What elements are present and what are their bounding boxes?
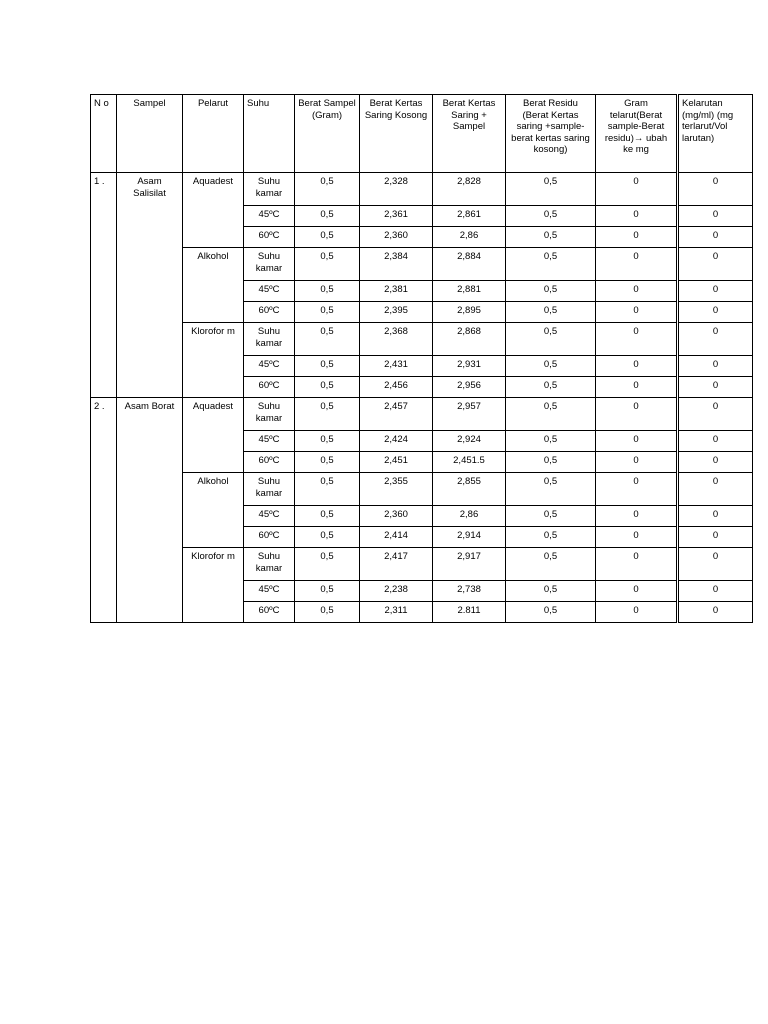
berat-kertas-sampel-cell: 2,884 bbox=[433, 248, 506, 281]
berat-kertas-kosong-cell: 2,414 bbox=[360, 527, 433, 548]
gram-terlarut-cell: 0 bbox=[596, 206, 678, 227]
gram-terlarut-cell: 0 bbox=[596, 323, 678, 356]
berat-kertas-sampel-cell: 2,86 bbox=[433, 227, 506, 248]
table-row bbox=[91, 173, 753, 206]
berat-kertas-kosong-cell: 2,360 bbox=[360, 506, 433, 527]
berat-kertas-sampel-cell: 2,828 bbox=[433, 173, 506, 206]
berat-kertas-kosong-cell: 2,381 bbox=[360, 281, 433, 302]
berat-residu-cell: 0,5 bbox=[506, 173, 596, 206]
kelarutan-cell: 0 bbox=[678, 398, 753, 431]
berat-kertas-kosong-cell: 2,311 bbox=[360, 602, 433, 623]
berat-sampel-cell: 0,5 bbox=[295, 356, 360, 377]
solubility-table bbox=[90, 94, 753, 623]
berat-kertas-sampel-cell: 2,451.5 bbox=[433, 452, 506, 473]
berat-kertas-kosong-cell: 2,355 bbox=[360, 473, 433, 506]
suhu-cell: Suhu kamar bbox=[244, 398, 295, 431]
suhu-cell: Suhu kamar bbox=[244, 323, 295, 356]
suhu-cell: 60ºC bbox=[244, 377, 295, 398]
berat-sampel-cell: 0,5 bbox=[295, 473, 360, 506]
berat-sampel-cell: 0,5 bbox=[295, 377, 360, 398]
berat-kertas-kosong-cell: 2,395 bbox=[360, 302, 433, 323]
kelarutan-cell: 0 bbox=[678, 227, 753, 248]
berat-residu-cell: 0,5 bbox=[506, 356, 596, 377]
solvent-name: Alkohol bbox=[183, 473, 244, 548]
sample-name: Asam Borat bbox=[117, 398, 183, 623]
berat-sampel-cell: 0,5 bbox=[295, 248, 360, 281]
gram-terlarut-cell: 0 bbox=[596, 548, 678, 581]
header-suhu: Suhu bbox=[244, 95, 295, 173]
berat-kertas-sampel-cell: 2,895 bbox=[433, 302, 506, 323]
table-row bbox=[91, 548, 753, 581]
suhu-cell: 60ºC bbox=[244, 227, 295, 248]
suhu-cell: Suhu kamar bbox=[244, 173, 295, 206]
gram-terlarut-cell: 0 bbox=[596, 398, 678, 431]
kelarutan-cell: 0 bbox=[678, 473, 753, 506]
sample-number: 1 . bbox=[91, 173, 117, 398]
gram-terlarut-cell: 0 bbox=[596, 302, 678, 323]
berat-sampel-cell: 0,5 bbox=[295, 206, 360, 227]
berat-residu-cell: 0,5 bbox=[506, 602, 596, 623]
header-kelarutan: Kelarutan (mg/ml) (mg terlarut/Vol larutan) bbox=[678, 95, 753, 173]
sample-name: Asam Salisilat bbox=[117, 173, 183, 398]
header-gram-terlarut: Gram telarut(Berat sample-Berat residu)→ ubah ke mg bbox=[596, 95, 678, 173]
kelarutan-cell: 0 bbox=[678, 248, 753, 281]
solvent-name: Alkohol bbox=[183, 248, 244, 323]
berat-residu-cell: 0,5 bbox=[506, 302, 596, 323]
gram-terlarut-cell: 0 bbox=[596, 506, 678, 527]
berat-sampel-cell: 0,5 bbox=[295, 398, 360, 431]
kelarutan-cell: 0 bbox=[678, 377, 753, 398]
kelarutan-cell: 0 bbox=[678, 323, 753, 356]
berat-residu-cell: 0,5 bbox=[506, 206, 596, 227]
berat-sampel-cell: 0,5 bbox=[295, 302, 360, 323]
berat-sampel-cell: 0,5 bbox=[295, 227, 360, 248]
kelarutan-cell: 0 bbox=[678, 527, 753, 548]
table-header-row bbox=[91, 95, 753, 173]
gram-terlarut-cell: 0 bbox=[596, 602, 678, 623]
solvent-name: Aquadest bbox=[183, 398, 244, 473]
berat-sampel-cell: 0,5 bbox=[295, 281, 360, 302]
berat-kertas-kosong-cell: 2,451 bbox=[360, 452, 433, 473]
suhu-cell: 60ºC bbox=[244, 302, 295, 323]
berat-kertas-sampel-cell: 2,86 bbox=[433, 506, 506, 527]
gram-terlarut-cell: 0 bbox=[596, 527, 678, 548]
solvent-name: Klorofor m bbox=[183, 323, 244, 398]
solvent-name: Klorofor m bbox=[183, 548, 244, 623]
gram-terlarut-cell: 0 bbox=[596, 356, 678, 377]
kelarutan-cell: 0 bbox=[678, 506, 753, 527]
suhu-cell: Suhu kamar bbox=[244, 548, 295, 581]
berat-kertas-kosong-cell: 2,361 bbox=[360, 206, 433, 227]
berat-kertas-kosong-cell: 2,360 bbox=[360, 227, 433, 248]
berat-kertas-sampel-cell: 2,917 bbox=[433, 548, 506, 581]
berat-sampel-cell: 0,5 bbox=[295, 506, 360, 527]
berat-residu-cell: 0,5 bbox=[506, 581, 596, 602]
suhu-cell: 45ºC bbox=[244, 506, 295, 527]
kelarutan-cell: 0 bbox=[678, 356, 753, 377]
berat-residu-cell: 0,5 bbox=[506, 398, 596, 431]
header-berat-sampel: Berat Sampel (Gram) bbox=[295, 95, 360, 173]
berat-kertas-kosong-cell: 2,238 bbox=[360, 581, 433, 602]
berat-residu-cell: 0,5 bbox=[506, 377, 596, 398]
berat-kertas-kosong-cell: 2,384 bbox=[360, 248, 433, 281]
berat-kertas-sampel-cell: 2,868 bbox=[433, 323, 506, 356]
solvent-name: Aquadest bbox=[183, 173, 244, 248]
suhu-cell: 45ºC bbox=[244, 581, 295, 602]
berat-sampel-cell: 0,5 bbox=[295, 548, 360, 581]
berat-residu-cell: 0,5 bbox=[506, 548, 596, 581]
berat-kertas-sampel-cell: 2,931 bbox=[433, 356, 506, 377]
kelarutan-cell: 0 bbox=[678, 206, 753, 227]
gram-terlarut-cell: 0 bbox=[596, 248, 678, 281]
table-row bbox=[91, 248, 753, 281]
header-sampel: Sampel bbox=[117, 95, 183, 173]
gram-terlarut-cell: 0 bbox=[596, 281, 678, 302]
header-no: N o bbox=[91, 95, 117, 173]
berat-kertas-sampel-cell: 2,924 bbox=[433, 431, 506, 452]
berat-kertas-kosong-cell: 2,457 bbox=[360, 398, 433, 431]
header-berat-kertas-kosong: Berat Kertas Saring Kosong bbox=[360, 95, 433, 173]
suhu-cell: 45ºC bbox=[244, 206, 295, 227]
kelarutan-cell: 0 bbox=[678, 452, 753, 473]
berat-residu-cell: 0,5 bbox=[506, 281, 596, 302]
kelarutan-cell: 0 bbox=[678, 581, 753, 602]
berat-kertas-kosong-cell: 2,456 bbox=[360, 377, 433, 398]
berat-residu-cell: 0,5 bbox=[506, 248, 596, 281]
gram-terlarut-cell: 0 bbox=[596, 581, 678, 602]
kelarutan-cell: 0 bbox=[678, 281, 753, 302]
berat-kertas-kosong-cell: 2,328 bbox=[360, 173, 433, 206]
berat-kertas-sampel-cell: 2,956 bbox=[433, 377, 506, 398]
berat-sampel-cell: 0,5 bbox=[295, 173, 360, 206]
suhu-cell: 60ºC bbox=[244, 602, 295, 623]
berat-sampel-cell: 0,5 bbox=[295, 323, 360, 356]
kelarutan-cell: 0 bbox=[678, 431, 753, 452]
berat-kertas-sampel-cell: 2.811 bbox=[433, 602, 506, 623]
suhu-cell: 60ºC bbox=[244, 452, 295, 473]
berat-sampel-cell: 0,5 bbox=[295, 581, 360, 602]
berat-sampel-cell: 0,5 bbox=[295, 602, 360, 623]
gram-terlarut-cell: 0 bbox=[596, 452, 678, 473]
table-row bbox=[91, 323, 753, 356]
berat-residu-cell: 0,5 bbox=[506, 323, 596, 356]
berat-residu-cell: 0,5 bbox=[506, 473, 596, 506]
berat-residu-cell: 0,5 bbox=[506, 527, 596, 548]
header-pelarut: Pelarut bbox=[183, 95, 244, 173]
sample-number: 2 . bbox=[91, 398, 117, 623]
berat-sampel-cell: 0,5 bbox=[295, 527, 360, 548]
berat-kertas-kosong-cell: 2,431 bbox=[360, 356, 433, 377]
berat-kertas-sampel-cell: 2,957 bbox=[433, 398, 506, 431]
berat-kertas-sampel-cell: 2,855 bbox=[433, 473, 506, 506]
gram-terlarut-cell: 0 bbox=[596, 173, 678, 206]
suhu-cell: 45ºC bbox=[244, 356, 295, 377]
kelarutan-cell: 0 bbox=[678, 548, 753, 581]
berat-kertas-kosong-cell: 2,424 bbox=[360, 431, 433, 452]
kelarutan-cell: 0 bbox=[678, 173, 753, 206]
suhu-cell: Suhu kamar bbox=[244, 248, 295, 281]
berat-residu-cell: 0,5 bbox=[506, 452, 596, 473]
berat-sampel-cell: 0,5 bbox=[295, 452, 360, 473]
table-row bbox=[91, 398, 753, 431]
header-berat-kertas-sampel: Berat Kertas Saring + Sampel bbox=[433, 95, 506, 173]
gram-terlarut-cell: 0 bbox=[596, 431, 678, 452]
berat-kertas-sampel-cell: 2,881 bbox=[433, 281, 506, 302]
berat-kertas-sampel-cell: 2,861 bbox=[433, 206, 506, 227]
gram-terlarut-cell: 0 bbox=[596, 227, 678, 248]
suhu-cell: 60ºC bbox=[244, 527, 295, 548]
berat-residu-cell: 0,5 bbox=[506, 227, 596, 248]
header-berat-residu: Berat Residu (Berat Kertas saring +sample-berat kertas saring kosong) bbox=[506, 95, 596, 173]
suhu-cell: Suhu kamar bbox=[244, 473, 295, 506]
table-body bbox=[91, 173, 753, 623]
suhu-cell: 45ºC bbox=[244, 281, 295, 302]
berat-kertas-sampel-cell: 2,914 bbox=[433, 527, 506, 548]
kelarutan-cell: 0 bbox=[678, 602, 753, 623]
berat-residu-cell: 0,5 bbox=[506, 506, 596, 527]
kelarutan-cell: 0 bbox=[678, 302, 753, 323]
suhu-cell: 45ºC bbox=[244, 431, 295, 452]
berat-sampel-cell: 0,5 bbox=[295, 431, 360, 452]
berat-residu-cell: 0,5 bbox=[506, 431, 596, 452]
berat-kertas-sampel-cell: 2,738 bbox=[433, 581, 506, 602]
berat-kertas-kosong-cell: 2,368 bbox=[360, 323, 433, 356]
table-row bbox=[91, 473, 753, 506]
gram-terlarut-cell: 0 bbox=[596, 473, 678, 506]
gram-terlarut-cell: 0 bbox=[596, 377, 678, 398]
berat-kertas-kosong-cell: 2,417 bbox=[360, 548, 433, 581]
